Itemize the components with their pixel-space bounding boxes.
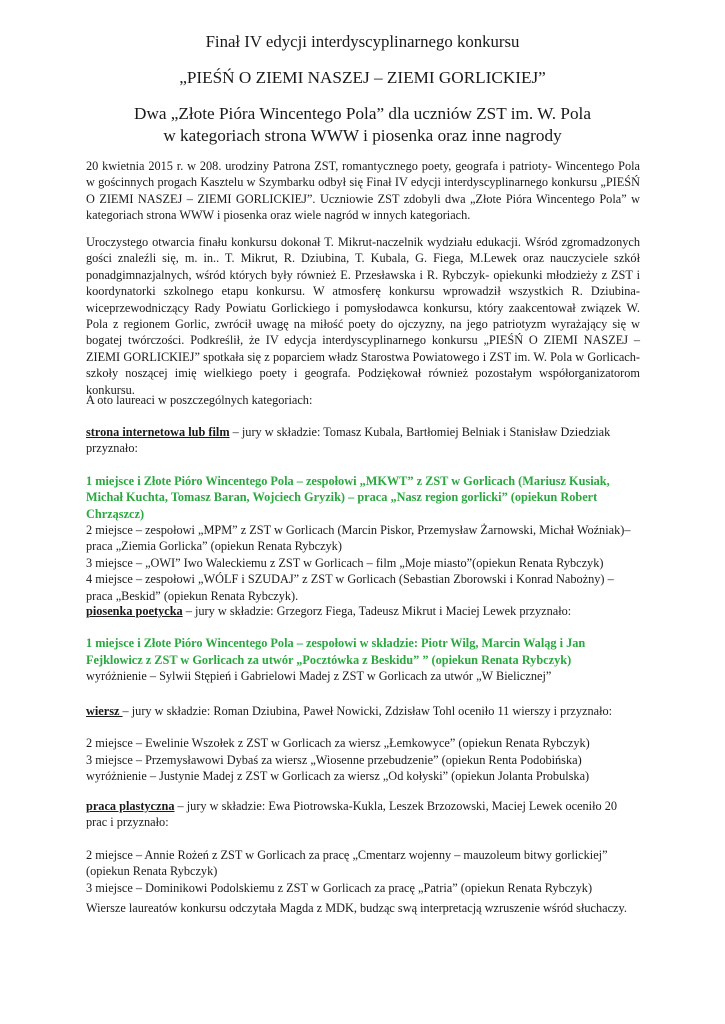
section-song [86, 603, 640, 685]
intro-paragraph [86, 158, 640, 224]
www-category-name: strona internetowa lub film [86, 425, 230, 439]
laureates-intro-text: A oto laureaci w poszczególnych kategoriach: [86, 393, 313, 407]
song-jury: – jury w składzie: Grzegorz Fiega, Tadeusz Mikrut i Maciej Lewek przyznało: [182, 604, 572, 618]
song-category-name: piosenka poetycka [86, 604, 183, 618]
poem-jury: – jury w składzie: Roman Dziubina, Paweł Nowicki, Zdzisław Tohl oceniło 11 wierszy i przyznało: [122, 704, 613, 718]
opening-text: Uroczystego otwarcia finału konkursu dokonał T. Mikrut-naczelnik wydziału edukacji. Wśród zgromadzonych gości znaleźli się, m. in.. T. Mikrut, R. Dziubina, T. Kubala, G. Fiega, M.Lewek oraz nauczyciele szkół ponadgimnazjalnych, wśród których były również E. Przesławska i R. Rybczyk- opiekunki młodzieży z ZST i koordynatorki szkolnego etapu konkursu. W atmosferę konkursu wprowadził wszystkich R. Dziubina-wiceprzewodniczący Rady Powiatu Gorlickiego i pomysłodawca konkursu, który zaakcentował związek W. Pola z regionem Gorlic, zwrócił uwagę na miłość poety do ojczyzny, na jego patriotyzm wyrażający się w bogatej twórczości. Podkreślił, że IV edycja interdyscyplinarnego konkursu „PIEŚŃ O ZIEMI NASZEJ – ZIEMI GORLICKIEJ” spotkała się z poparciem władz Starostwa Powiatowego i ZST im. W. Pola w Gorlicach- szkoły noszącej imię wielkiego poety i geografa. Podziękował również pozostałym współorganizatorom konkursu. [86, 235, 640, 397]
poem-place-3: 3 miejsce – Przemysławowi Dybaś za wiersz „Wiosenne przebudzenie” (opiekun Renta Podobińska) [86, 752, 582, 767]
song-honor: wyróżnienie – Sylwii Stępień i Gabrielowi Madej z ZST w Gorlicach za utwór „W Bielicznej” [86, 669, 552, 684]
www-jury: – jury w składzie: Tomasz Kubala, Bartłomiej Belniak i Stanisław Dziedziak przyznało: [86, 425, 611, 456]
art-jury: – jury w składzie: Ewa Piotrowska-Kukla, Leszek Brzozowski, Maciej Lewek oceniło 20 prac i przyznało: [86, 799, 618, 830]
poem-category-name: wiersz [86, 704, 123, 718]
closing-paragraph [86, 900, 640, 916]
art-heading [86, 798, 640, 831]
laureates-intro [86, 392, 640, 408]
subtitle-line-1: Dwa „Złote Pióra Wincentego Pola” dla uczniów ZST im. W. Pola [134, 104, 591, 123]
contest-title: „PIEŚŃ O ZIEMI NASZEJ – ZIEMI GORLICKIEJ” [179, 68, 546, 87]
www-winner: 1 miejsce i Złote Pióro Wincentego Pola – zespołowi „MKWT” z ZST w Gorlicach (Mariusz Kusiak, Michał Kuchta, Tomasz Baran, Wojciech Gryzik) – praca „Nasz region gorlicki” (opiekun Robert Chrząszcz) [86, 473, 610, 521]
section-art [86, 798, 640, 896]
poem-honor: wyróżnienie – Justynie Madej z ZST w Gorlicach za wiersz „Od kołyski” (opiekun Jolanta Probulska) [86, 769, 590, 784]
www-place-2: 2 miejsce – zespołowi „MPM” z ZST w Gorlicach (Marcin Piskor, Przemysław Żarnowski, Michał Woźniak)– praca „Ziemia Gorlicka” (opiekun Renata Rybczyk) [86, 523, 631, 554]
art-place-2: 2 miejsce – Annie Rożeń z ZST w Gorlicach za pracę „Cmentarz wojenny – mauzoleum bitwy gorlickiej” (opiekun Renata Rybczyk) [86, 847, 608, 879]
poem-place-2: 2 miejsce – Ewelinie Wszołek z ZST w Gorlicach za wiersz „Łemkowyce” (opiekun Renata Rybczyk) [86, 736, 590, 751]
section-www [86, 424, 640, 604]
closing-text: Wiersze laureatów konkursu odczytała Magda z MDK, budząc swą interpretacją wzruszenie wśród słuchaczy. [86, 901, 627, 915]
art-category-name: praca plastyczna [86, 799, 175, 813]
song-winner: 1 miejsce i Złote Pióro Wincentego Pola – zespołowi w składzie: Piotr Wilg, Marcin Waląg i Jan Fejklowicz z ZST w Gorlicach za utwór „Pocztówka z Beskidu” ” (opiekun Renata Rybczyk) [86, 636, 586, 667]
www-place-3: 3 miejsce – „OWI” Iwo Waleckiemu z ZST w Gorlicach – film „Moje miasto”(opiekun Renata Rybczyk) [86, 555, 604, 570]
subtitle-line-2: w kategoriach strona WWW i piosenka oraz inne nagrody [163, 126, 562, 145]
header-line-1: Finał IV edycji interdyscyplinarnego konkursu [205, 32, 520, 51]
www-heading [86, 424, 640, 457]
art-place-3: 3 miejsce – Dominikowi Podolskiemu z ZST w Gorlicach za pracę „Patria” (opiekun Renata Rybczyk) [86, 880, 593, 895]
intro-text: 20 kwietnia 2015 r. w 208. urodziny Patrona ZST, romantycznego poety, geografa i patrioty- Wincentego Pola w gościnnych progach Kasztelu w Szymbarku odbył się Finał IV edycji interdyscyplinarnego konkursu „PIEŚŃ O ZIEMI NASZEJ – ZIEMI GORLICKIEJ”. Uczniowie ZST zdobyli dwa „Złote Pióra Wincentego Pola” w kategoriach strona WWW i piosenka oraz wiele nagród w innych kategoriach. [86, 159, 640, 223]
poem-heading [86, 703, 640, 719]
song-heading [86, 603, 640, 619]
opening-paragraph [86, 234, 640, 398]
www-place-4: 4 miejsce – zespołowi „WÓLF i SZUDAJ” z ZST w Gorlicach (Sebastian Zborowski i Konrad Nabożny) – praca „Beskid” (opiekun Renata Rybczyk). [86, 572, 614, 603]
section-poem [86, 703, 640, 785]
